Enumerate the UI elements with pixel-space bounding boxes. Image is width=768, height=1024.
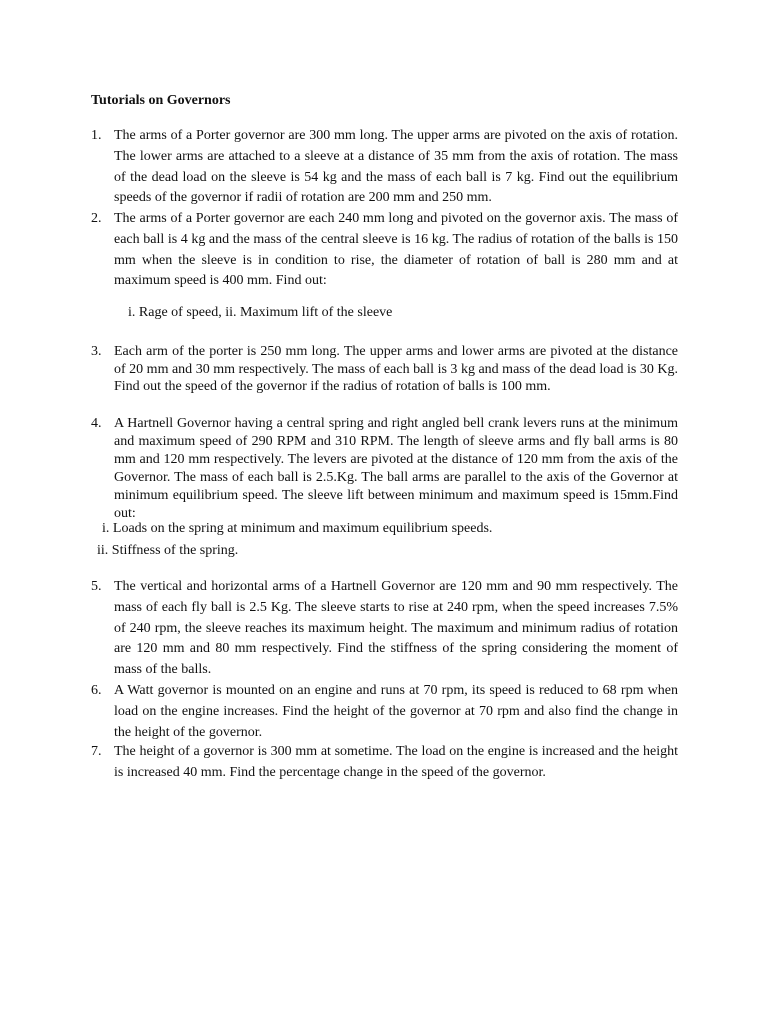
question-number: 6. <box>91 683 102 698</box>
question-text: The arms of a Porter governor are 300 mm long. The upper arms are pivoted on the axis of rotation. The lower arms are attached to a sleeve at a distance of 35 mm from the axis of rotation. The mass of the dead load on the sleeve is 54 kg and the mass of each ball is 7 kg. Find out the equilibrium speeds of the governor if radii of rotation are 200 mm and 250 mm. <box>114 128 678 206</box>
question-5 <box>91 577 678 681</box>
question-2 <box>91 209 678 292</box>
question-6 <box>91 681 678 743</box>
question-number: 4. <box>91 416 102 431</box>
question-number: 3. <box>91 344 102 359</box>
question-text: A Watt governor is mounted on an engine and runs at 70 rpm, its speed is reduced to 68 rpm when load on the engine increases. Find the height of the governor at 70 rpm and also find the change in the height of the governor. <box>114 683 678 740</box>
question-text: The vertical and horizontal arms of a Hartnell Governor are 120 mm and 90 mm respectively. The mass of each fly ball is 2.5 Kg. The sleeve starts to rise at 240 rpm, when the speed increases 7.5% of 240 rpm, the sleeve reaches its maximum height. The maximum and minimum radius of rotation are 120 mm and 80 mm respectively. Find the stiffness of the spring considering the moment of mass of the balls. <box>114 579 678 678</box>
question-4 <box>91 415 678 522</box>
question-text: A Hartnell Governor having a central spring and right angled bell crank levers runs at the minimum and maximum speed of 290 RPM and 310 RPM. The length of sleeve arms and fly ball arms is 80 mm and 120 mm respectively. The levers are pivoted at the distance of 120 mm from the axis of the Governor. The mass of each ball is 2.5.Kg. The ball arms are parallel to the axis of the Governor at minimum equilibrium speed. The sleeve lift between minimum and maximum speed is 15mm.Find out: <box>114 416 678 521</box>
question-7 <box>91 742 678 784</box>
question-1 <box>91 126 678 209</box>
question-2-subparts: i. Rage of speed, ii. Maximum lift of the sleeve <box>128 305 393 320</box>
question-text: The height of a governor is 300 mm at sometime. The load on the engine is increased and the height is increased 40 mm. Find the percentage change in the speed of the governor. <box>114 744 678 780</box>
question-number: 2. <box>91 211 102 226</box>
question-number: 1. <box>91 128 102 143</box>
question-4-subpart-2: ii. Stiffness of the spring. <box>97 543 239 558</box>
question-4-subpart-1: i. Loads on the spring at minimum and maximum equilibrium speeds. <box>102 521 493 536</box>
page-title: Tutorials on Governors <box>91 93 231 108</box>
question-text: The arms of a Porter governor are each 240 mm long and pivoted on the governor axis. The mass of each ball is 4 kg and the mass of the central sleeve is 16 kg. The radius of rotation of the balls is 150 mm when the sleeve is in condition to rise, the diameter of rotation of ball is 280 mm and at maximum speed is 400 mm. Find out: <box>114 211 678 289</box>
question-text: Each arm of the porter is 250 mm long. The upper arms and lower arms are pivoted at the distance of 20 mm and 30 mm respectively. The mass of each ball is 3 kg and mass of the dead load is 30 Kg. Find out the speed of the governor if the radius of rotation of balls is 100 mm. <box>114 344 678 394</box>
question-number: 7. <box>91 744 102 759</box>
question-number: 5. <box>91 579 102 594</box>
question-3 <box>91 343 678 396</box>
